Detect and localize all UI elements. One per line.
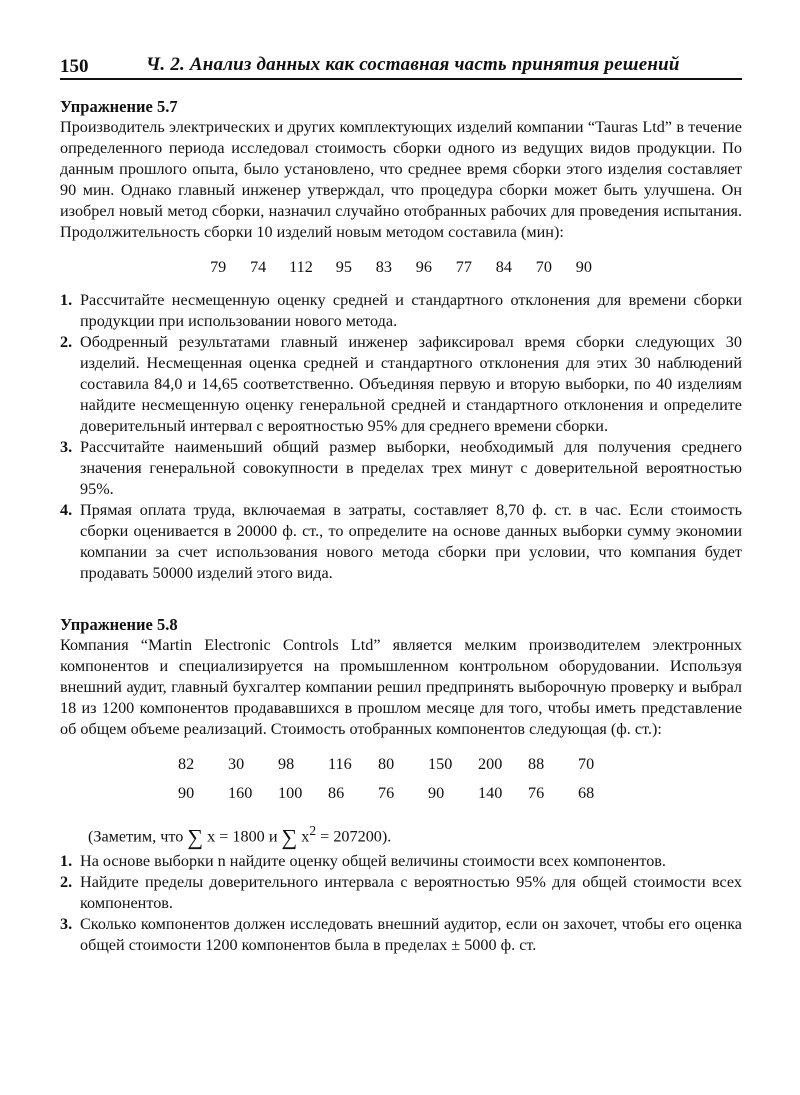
value-cell: 88 — [528, 755, 545, 773]
item-number: 1. — [60, 852, 73, 871]
value-cell: 76 — [378, 784, 395, 802]
sum-note — [88, 820, 742, 850]
sum-symbol: ∑ — [281, 824, 298, 850]
page-content — [60, 96, 742, 956]
component-costs-grid — [178, 754, 742, 804]
item-text: Рассчитайте несмещенную оценку средней и стандартного отклонения для времени сборки продукции при использовании нового метода. — [80, 291, 742, 330]
value-cell: 82 — [178, 755, 195, 773]
item-number: 4. — [60, 501, 73, 519]
list-item — [60, 500, 742, 584]
exercise-5-8 — [60, 614, 742, 956]
exercise-title: Упражнение 5.7 — [60, 97, 178, 116]
exercise-intro: Производитель электрических и других комплектующих изделий компании “Tauras Ltd” в течение определенного периода исследовал стоимость сборки одного из ведущих видов продукции. По данным прошлого опыта, было установлено, что среднее время сборки этого изделия составляет 90 мин. Однако главный инженер утверждал, что процедура сборки может быть улучшена. Он изобрел новый метод сборки, назначил случайно отобранных рабочих для проведения испытания. Продолжительность сборки 10 изделий новым методом составила (мин): — [60, 118, 742, 241]
note-prefix: (Заметим, что — [88, 827, 184, 846]
grid-row — [178, 783, 742, 804]
value-cell: 98 — [278, 755, 295, 773]
sum-symbol: ∑ — [187, 824, 204, 850]
value-cell: 140 — [478, 784, 503, 802]
value-cell: 30 — [228, 755, 245, 773]
exercise-5-7 — [60, 96, 742, 584]
item-text: Прямая оплата труда, включаемая в затраты, составляет 8,70 ф. ст. в час. Если стоимость сборки оценивается в 20000 ф. ст., то определите на основе данных выборки сумму экономии компании за счет использования нового метода сборки при условии, что компания будет продавать 50000 изделий этого вида. — [80, 501, 742, 582]
value-cell: 74 — [250, 258, 267, 276]
value-cell: 90 — [178, 784, 195, 802]
value-cell: 83 — [375, 258, 392, 276]
list-item — [60, 332, 742, 437]
value-cell: 80 — [378, 755, 395, 773]
task-list — [60, 851, 742, 956]
item-number: 3. — [60, 915, 73, 934]
value-cell: 200 — [478, 755, 503, 773]
value-cell: 112 — [289, 258, 313, 276]
item-text: Сколько компонентов должен исследовать внешний аудитор, если он захочет, чтобы его оценка общей стоимости 1200 компонентов была в пределах ± 5000 ф. ст. — [80, 915, 742, 955]
value-cell: 160 — [228, 784, 253, 802]
value-cell: 95 — [335, 258, 352, 276]
list-item — [60, 914, 742, 956]
value-cell: 77 — [455, 258, 472, 276]
value-cell: 90 — [428, 784, 445, 802]
value-cell: 96 — [415, 258, 432, 276]
page-header — [60, 54, 742, 80]
value-cell: 116 — [328, 755, 352, 773]
note-sum-x: x = 1800 и — [207, 827, 278, 846]
exercise-title: Упражнение 5.8 — [60, 615, 178, 634]
item-number: 3. — [60, 438, 73, 456]
value-cell: 70 — [578, 755, 595, 773]
value-cell: 150 — [428, 755, 453, 773]
item-text: Найдите пределы доверительного интервала с вероятностью 95% для общей стоимости всех компонентов. — [80, 873, 742, 913]
item-number: 2. — [60, 873, 73, 892]
list-item — [60, 872, 742, 914]
list-item — [60, 851, 742, 872]
list-item — [60, 437, 742, 500]
note-suffix: = 207200). — [320, 827, 392, 846]
page-number: 150 — [60, 56, 89, 77]
value-cell: 70 — [535, 258, 552, 276]
superscript: 2 — [309, 823, 317, 838]
item-text: Ободренный результатами главный инженер зафиксировал время сборки следующих 30 изделий. Несмещенная оценка средней и стандартного отклонения для этих 30 наблюдений составила 84,0 и 14,65 соответственно. Объединяя первую и вторую выборки, по 40 изделиям найдите несмещенную оценку генеральной средней и стандартного отклонения и определите доверительный интервал с вероятностью 95% для среднего времени сборки. — [80, 333, 742, 435]
value-cell: 76 — [528, 784, 545, 802]
list-item — [60, 290, 742, 332]
item-text: Рассчитайте наименьший общий размер выборки, необходимый для получения среднего значения генеральной совокупности в пределах трех минут с доверительной вероятностью 95%. — [80, 438, 742, 498]
grid-row — [178, 754, 742, 775]
value-cell: 100 — [278, 784, 303, 802]
item-number: 1. — [60, 291, 73, 309]
task-list — [60, 290, 742, 584]
note-sum-x2: x — [301, 827, 310, 846]
value-cell: 79 — [210, 258, 227, 276]
item-text: На основе выборки n найдите оценку общей величины стоимости всех компонентов. — [80, 852, 666, 871]
value-cell: 86 — [328, 784, 345, 802]
item-number: 2. — [60, 333, 73, 351]
running-title: Ч. 2. Анализ данных как составная часть принятия решений — [146, 54, 680, 75]
exercise-intro: Компания “Martin Electronic Controls Ltd” является мелким производителем электронных компонентов и специализируется на промышленном контрольном оборудовании. Используя внешний аудит, главный бухгалтер компании решил предпринять выборочную проверку и выбрал 18 из 1200 компонентов продававшихся в прошлом месяце для того, чтобы иметь представление об общем объеме реализаций. Стоимость отобранных компонентов следующая (ф. ст.): — [60, 636, 742, 738]
assembly-times-row — [60, 257, 742, 278]
value-cell: 68 — [578, 784, 595, 802]
value-cell: 84 — [495, 258, 512, 276]
value-cell: 90 — [575, 258, 592, 276]
